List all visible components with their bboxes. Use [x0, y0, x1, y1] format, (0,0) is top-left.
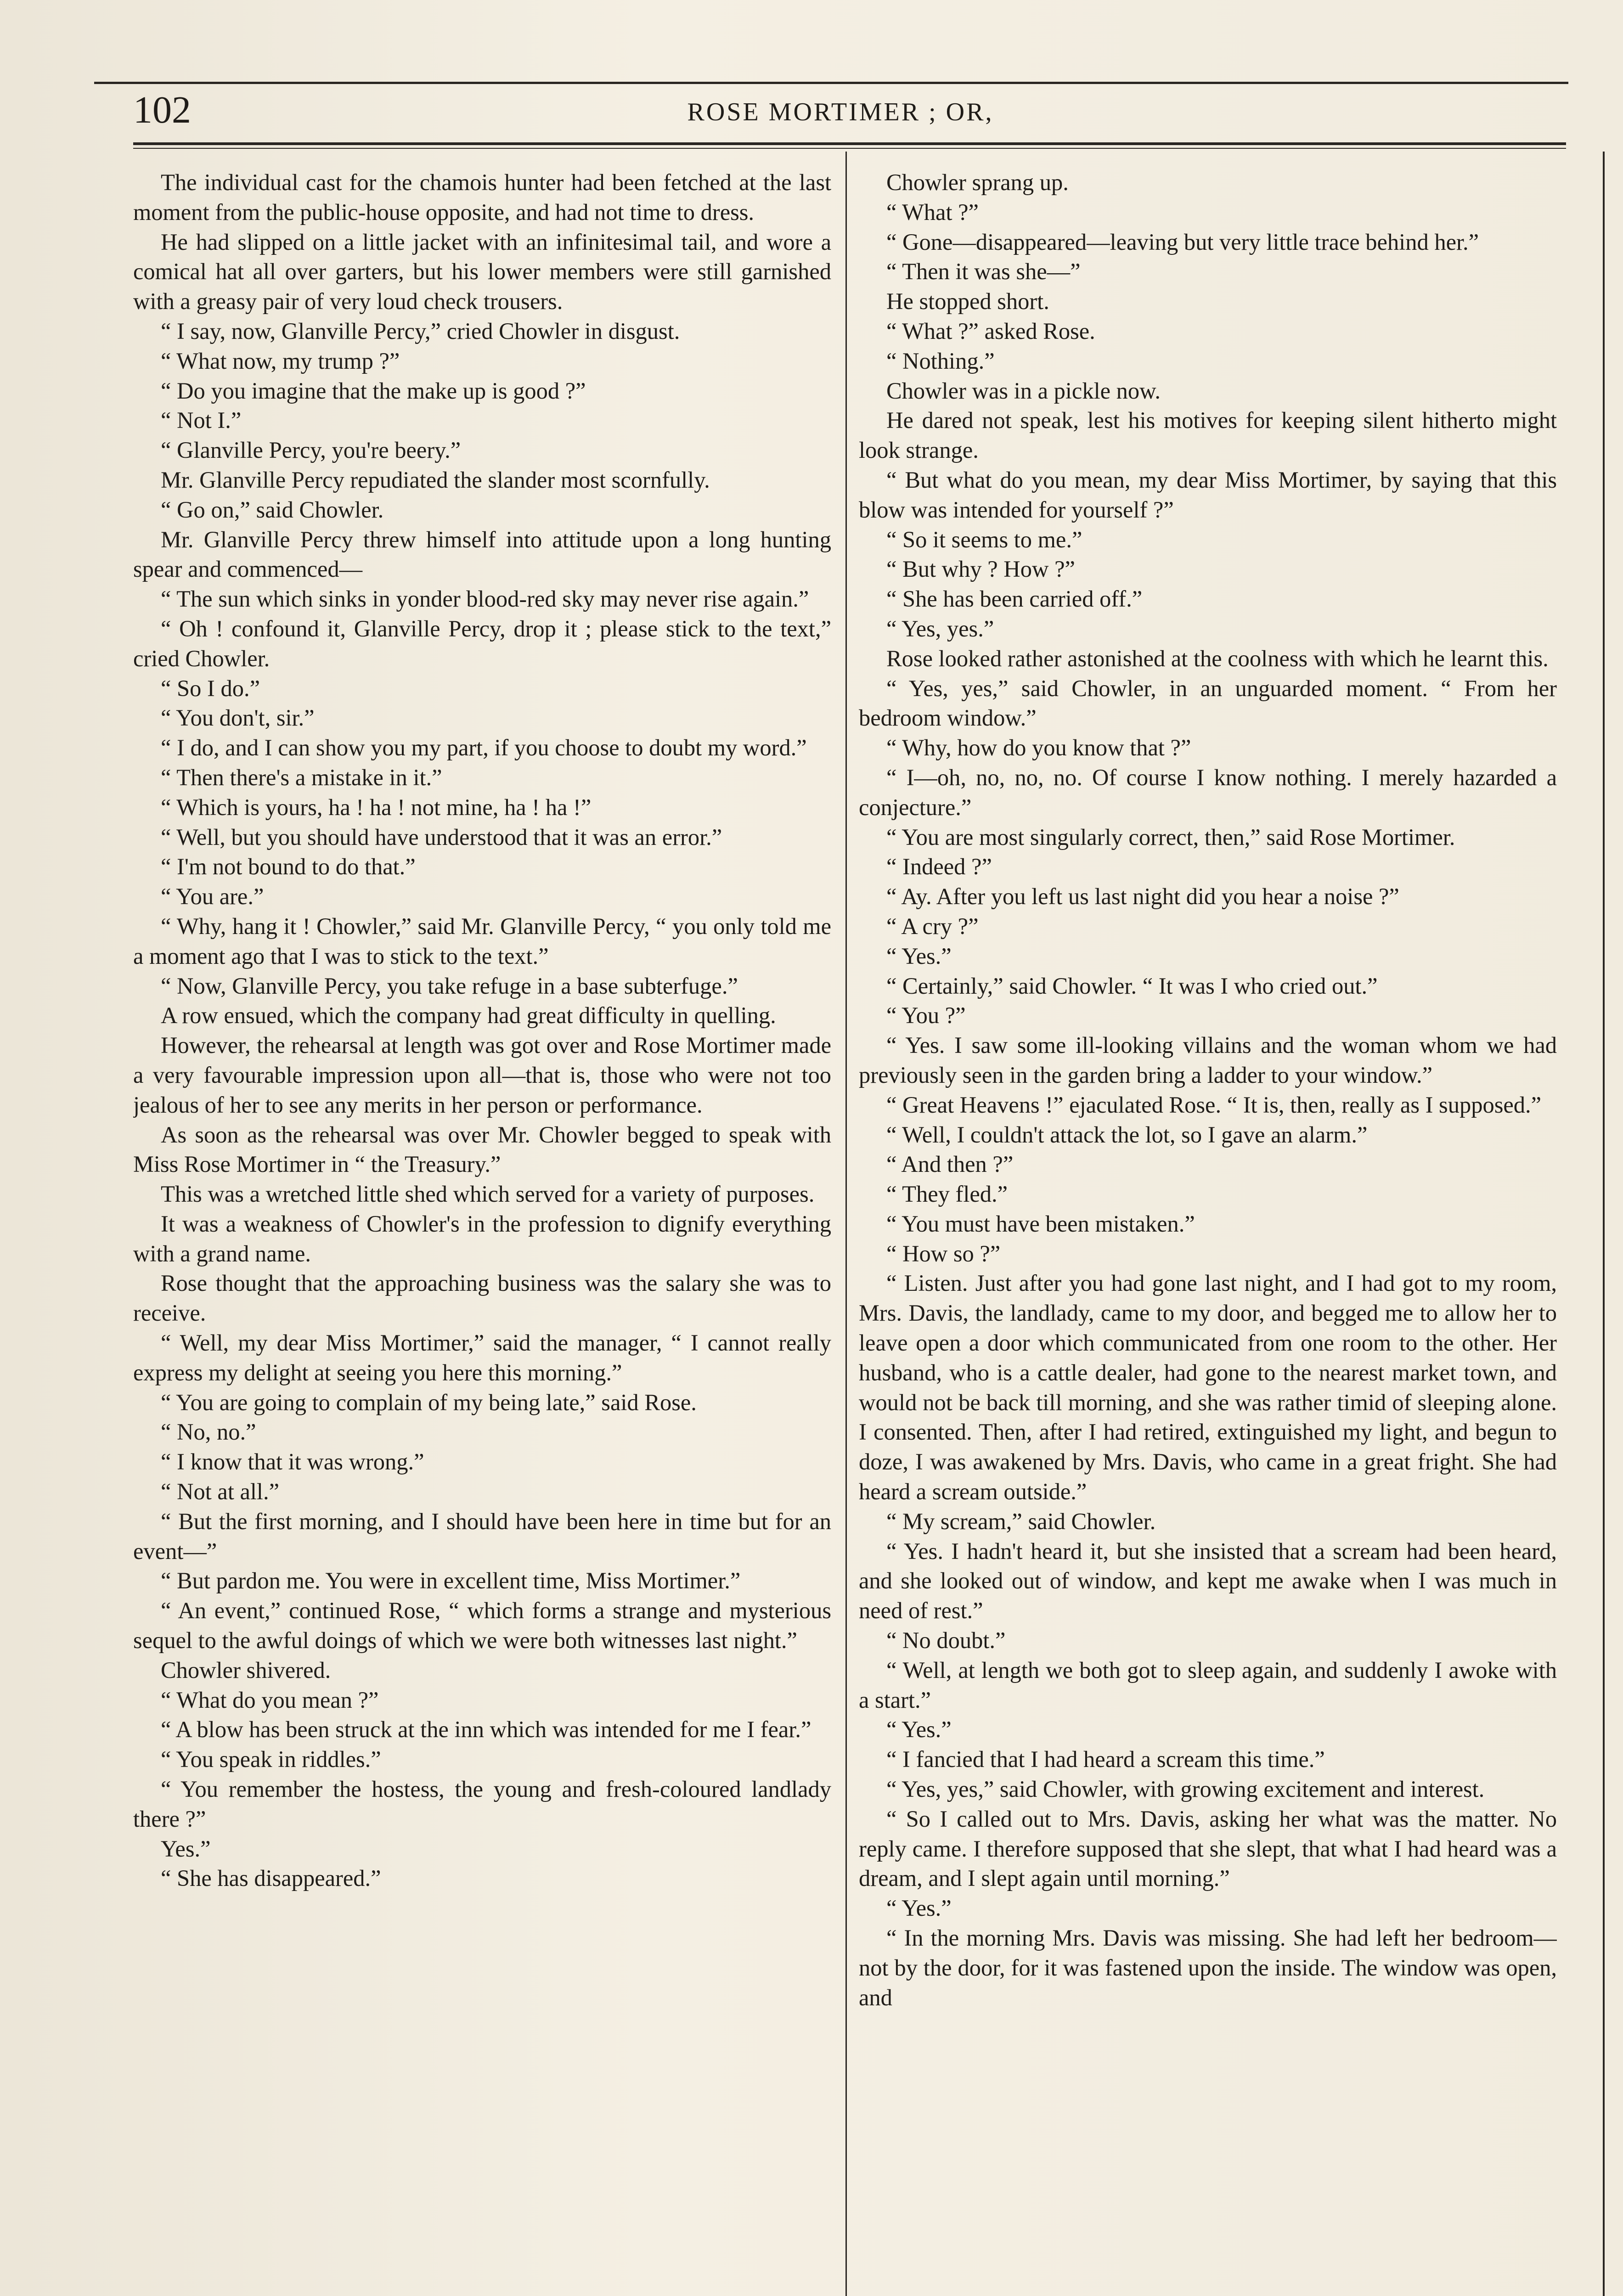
- paragraph: “ I know that it was wrong.”: [161, 1449, 424, 1475]
- paragraph: He had slipped on a little jacket with an infinitesimal tail, and wore a comical hat all over garters, but his lower members were still garnished with a greasy pair of very loud check trousers.: [133, 229, 831, 315]
- paragraph: “ I'm not bound to do that.”: [161, 854, 416, 880]
- paragraph: “ Yes. I hadn't heard it, but she insisted that a scream had been heard, and she looked out of window, and kept me awake when I was much in need of rest.”: [859, 1538, 1557, 1624]
- paragraph: “ Well, at length we both got to sleep again, and suddenly I awoke with a start.”: [859, 1657, 1557, 1713]
- paragraph: “ So it seems to me.”: [886, 526, 1082, 552]
- paragraph: Rose thought that the approaching business was the salary she was to receive.: [133, 1270, 831, 1326]
- paragraph: “ Great Heavens !” ejaculated Rose. “ It is, then, really as I supposed.”: [886, 1092, 1542, 1118]
- paragraph: This was a wretched little shed which served for a variety of purposes.: [161, 1181, 815, 1207]
- paragraph: “ A blow has been struck at the inn which was intended for me I fear.”: [161, 1716, 812, 1743]
- column-divider: [845, 152, 847, 2296]
- header-rule: [133, 142, 1566, 145]
- paragraph: “ But the first morning, and I should have been here in time but for an event—”: [133, 1508, 831, 1564]
- paragraph: “ Nothing.”: [886, 348, 995, 374]
- page-header: [133, 87, 1548, 138]
- paragraph: “ She has been carried off.”: [886, 586, 1143, 612]
- paragraph: “ Indeed ?”: [886, 854, 992, 880]
- paragraph: “ What do you mean ?”: [161, 1687, 379, 1713]
- paragraph: Mr. Glanville Percy repudiated the slander most scornfully.: [161, 467, 710, 493]
- paragraph: “ No doubt.”: [886, 1627, 1006, 1654]
- paragraph: “ You are.”: [161, 884, 264, 910]
- top-rule: [94, 82, 1568, 84]
- paragraph: He stopped short.: [886, 288, 1049, 315]
- paragraph: “ Certainly,” said Chowler. “ It was I who cried out.”: [886, 973, 1378, 999]
- paragraph: “ Yes, yes.”: [886, 615, 994, 642]
- paragraph: “ Gone—disappeared—leaving but very little trace behind her.”: [886, 229, 1479, 255]
- paragraph: “ Well, I couldn't attack the lot, so I gave an alarm.”: [886, 1121, 1368, 1148]
- paragraph: “ They fled.”: [886, 1181, 1008, 1207]
- paragraph: “ Glanville Percy, you're beery.”: [161, 437, 461, 463]
- paragraph: Chowler sprang up.: [886, 169, 1069, 195]
- running-title: ROSE MORTIMER ; OR,: [687, 98, 994, 126]
- paragraph: “ Which is yours, ha ! ha ! not mine, ha ! ha !”: [161, 794, 592, 820]
- paragraph: “ An event,” continued Rose, “ which forms a strange and mysterious sequel to the awful doings of which we were both witnesses last night.”: [133, 1598, 831, 1654]
- paragraph: “ You ?”: [886, 1002, 966, 1029]
- paragraph: “ But pardon me. You were in excellent time, Miss Mortimer.”: [161, 1568, 741, 1594]
- paragraph: “ Then it was she—”: [886, 259, 1081, 285]
- paragraph: “ How so ?”: [886, 1240, 1001, 1266]
- paragraph: He dared not speak, lest his motives for keeping silent hitherto might look strange.: [859, 407, 1557, 463]
- paragraph: “ You speak in riddles.”: [161, 1746, 381, 1773]
- paragraph: “ I—oh, no, no, no. Of course I know nothing. I merely hazarded a conjecture.”: [859, 764, 1557, 820]
- paragraph: “ You remember the hostess, the young and fresh-coloured landlady there ?”: [133, 1776, 831, 1832]
- header-rule-thin: [133, 148, 1566, 149]
- paragraph: A row ensued, which the company had great difficulty in quelling.: [161, 1002, 776, 1029]
- paragraph: “ Yes.”: [886, 1716, 952, 1743]
- paragraph: Chowler was in a pickle now.: [886, 377, 1161, 404]
- paragraph: Yes.”: [161, 1835, 211, 1862]
- paragraph: “ You don't, sir.”: [161, 705, 315, 731]
- paragraph: “ Listen. Just after you had gone last night, and I had got to my room, Mrs. Davis, the landlady, came to my door, and begged me to allow her to leave open a door which communicated from one room to the other. Her husband, who is a cattle dealer, had gone to the nearest market town, and would not be back till morning, and she was rather timid of sleeping alone. I consented. Then, after I had retired, extinguished my light, and begun to doze, I was awakened by Mrs. Davis, who came in a great fright. She had heard a scream outside.”: [859, 1270, 1557, 1505]
- paragraph: “ What ?”: [886, 199, 979, 225]
- paragraph: “ Now, Glanville Percy, you take refuge in a base subterfuge.”: [161, 973, 738, 999]
- paragraph: “ Go on,” said Chowler.: [161, 496, 384, 523]
- paragraph: “ And then ?”: [886, 1151, 1014, 1177]
- paragraph: “ Yes, yes,” said Chowler, with growing excitement and interest.: [886, 1776, 1485, 1802]
- paragraph: “ In the morning Mrs. Davis was missing. She had left her bedroom—not by the door, for it was fastened upon the inside. The window was open, and: [859, 1925, 1557, 2010]
- paragraph: “ Yes. I saw some ill-looking villains and the woman whom we had previously seen in the garden bring a ladder to your window.”: [859, 1032, 1557, 1088]
- paragraph: “ What ?” asked Rose.: [886, 318, 1095, 344]
- paragraph: “ Ay. After you left us last night did you hear a noise ?”: [886, 884, 1399, 910]
- paragraph: “ The sun which sinks in yonder blood-red sky may never rise again.”: [161, 586, 809, 612]
- paragraph: “ Yes.”: [886, 1895, 952, 1921]
- paragraph: Chowler shivered.: [161, 1657, 331, 1683]
- paragraph: “ I fancied that I had heard a scream this time.”: [886, 1746, 1325, 1773]
- paragraph: The individual cast for the chamois hunter had been fetched at the last moment from the public-house opposite, and had not time to dress.: [133, 169, 831, 225]
- paragraph: “ Do you imagine that the make up is good ?”: [161, 377, 586, 404]
- paragraph: “ Well, my dear Miss Mortimer,” said the manager, “ I cannot really express my delight at seeing you here this morning.”: [133, 1330, 831, 1385]
- paragraph: “ But what do you mean, my dear Miss Mortimer, by saying that this blow was intended for yourself ?”: [859, 467, 1557, 523]
- paragraph: “ Well, but you should have understood that it was an error.”: [161, 824, 722, 850]
- paragraph: “ My scream,” said Chowler.: [886, 1508, 1156, 1534]
- paragraph: “ You are most singularly correct, then,” said Rose Mortimer.: [886, 824, 1455, 850]
- paragraph: “ But why ? How ?”: [886, 556, 1075, 582]
- paragraph: “ Not at all.”: [161, 1479, 279, 1505]
- page-number: 102: [133, 89, 191, 131]
- paragraph: “ A cry ?”: [886, 913, 979, 939]
- paragraph: “ Why, how do you know that ?”: [886, 735, 1191, 761]
- paragraph: “ Not I.”: [161, 407, 242, 433]
- paragraph: “ What now, my trump ?”: [161, 348, 400, 374]
- paragraph: “ I say, now, Glanville Percy,” cried Chowler in disgust.: [161, 318, 680, 344]
- paragraph: “ Yes, yes,” said Chowler, in an unguarded moment. “ From her bedroom window.”: [859, 675, 1557, 731]
- paragraph: “ Then there's a mistake in it.”: [161, 764, 442, 790]
- paragraph: As soon as the rehearsal was over Mr. Chowler begged to speak with Miss Rose Mortimer in “ the Treasury.”: [133, 1121, 831, 1177]
- paragraph: “ So I called out to Mrs. Davis, asking her what was the matter. No reply came. I therefore supposed that she slept, that what I had heard was a dream, and I slept again until morning.”: [859, 1806, 1557, 1891]
- paragraph: “ No, no.”: [161, 1419, 256, 1445]
- paragraph: Mr. Glanville Percy threw himself into attitude upon a long hunting spear and commenced—: [133, 526, 831, 582]
- paragraph: “ Yes.”: [886, 943, 952, 969]
- right-border-rule: [1603, 152, 1605, 2296]
- paragraph: Rose looked rather astonished at the coolness with which he learnt this.: [886, 645, 1549, 671]
- paragraph: “ So I do.”: [161, 675, 260, 701]
- paragraph: “ Why, hang it ! Chowler,” said Mr. Glanville Percy, “ you only told me a moment ago that I was to stick to the text.”: [133, 913, 831, 969]
- left-text-column: [133, 168, 831, 2296]
- right-text-column: [859, 168, 1557, 2296]
- paragraph: “ She has disappeared.”: [161, 1865, 381, 1891]
- paragraph: “ You must have been mistaken.”: [886, 1210, 1195, 1237]
- paragraph: “ I do, and I can show you my part, if you choose to doubt my word.”: [161, 735, 807, 761]
- paragraph: However, the rehearsal at length was got over and Rose Mortimer made a very favourable impression upon all—that is, those who were not too jealous of her to see any merits in her person or performance.: [133, 1032, 831, 1118]
- paragraph: “ You are going to complain of my being late,” said Rose.: [161, 1389, 697, 1415]
- paragraph: “ Oh ! confound it, Glanville Percy, drop it ; please stick to the text,” cried Chowler.: [133, 615, 831, 671]
- paragraph: It was a weakness of Chowler's in the profession to dignify everything with a grand name.: [133, 1210, 831, 1266]
